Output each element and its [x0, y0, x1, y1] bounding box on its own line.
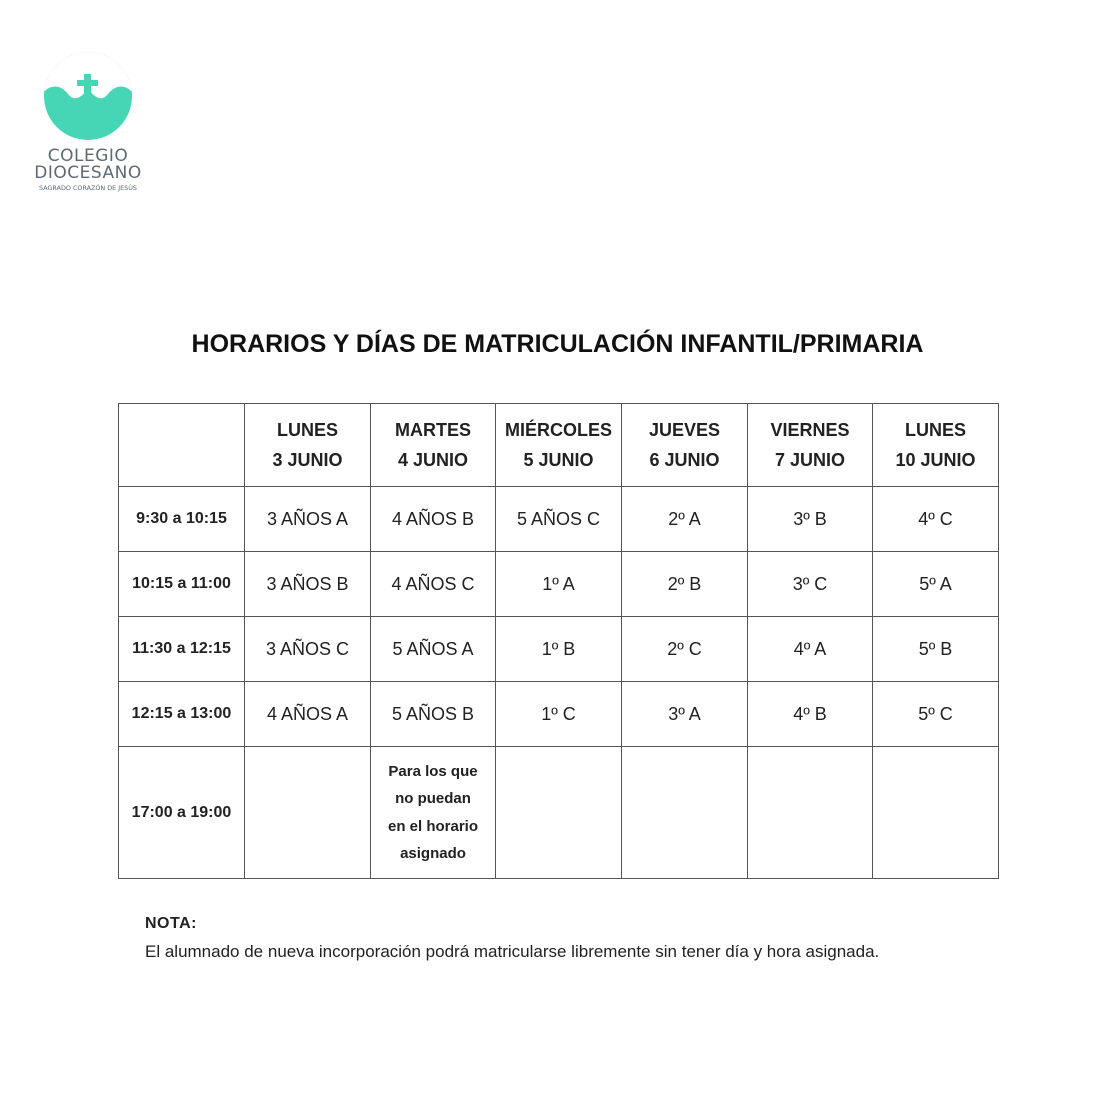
empty-cell [245, 747, 371, 879]
header-day: VIERNES [770, 420, 850, 440]
group-cell: 5º B [873, 617, 999, 682]
group-cell: 5º C [873, 682, 999, 747]
header-date: 4 JUNIO [397, 450, 469, 470]
cross-wave-logo-icon [42, 50, 134, 142]
time-slot-cell: 12:15 a 13:00 [119, 682, 245, 747]
header-date: 5 JUNIO [523, 450, 594, 470]
group-cell: 5 AÑOS B [371, 682, 496, 747]
time-slot-cell: 10:15 a 11:00 [119, 552, 245, 617]
time-slot-cell: 9:30 a 10:15 [119, 487, 245, 552]
group-cell: 2º A [622, 487, 748, 552]
group-cell: 4 AÑOS C [371, 552, 496, 617]
group-cell: 2º C [622, 617, 748, 682]
schedule-table [118, 403, 999, 879]
group-cell: 5º A [873, 552, 999, 617]
logo-line-diocesano: DIOCESANO [34, 163, 142, 183]
note-line: Para los que [388, 762, 478, 780]
school-logo [28, 50, 148, 192]
group-cell: 4 AÑOS B [371, 487, 496, 552]
group-cell: 3 AÑOS C [245, 617, 371, 682]
header-day: LUNES [276, 420, 338, 440]
empty-cell [748, 747, 873, 879]
header-day-cell [496, 404, 622, 487]
group-cell: 3º C [748, 552, 873, 617]
header-day-cell [245, 404, 371, 487]
nota-text: El alumnado de nueva incorporación podrá matricularse libremente sin tener día y hora asignada. [145, 942, 880, 961]
group-cell: 3º B [748, 487, 873, 552]
time-slot-cell: 11:30 a 12:15 [119, 617, 245, 682]
header-day: MARTES [395, 420, 471, 440]
group-cell: 1º C [496, 682, 622, 747]
header-day: JUEVES [648, 420, 721, 440]
table-row [119, 552, 999, 617]
header-row [119, 404, 999, 487]
nota-heading: NOTA: [145, 915, 197, 932]
header-corner-cell [119, 404, 245, 487]
header-day-cell [873, 404, 999, 487]
logo-line-colegio: COLEGIO [47, 146, 129, 166]
header-date: 10 JUNIO [895, 450, 976, 470]
group-cell: 1º A [496, 552, 622, 617]
group-cell: 3 AÑOS A [245, 487, 371, 552]
group-cell: 4º A [748, 617, 873, 682]
empty-cell [622, 747, 748, 879]
empty-cell [873, 747, 999, 879]
table-row [119, 747, 999, 879]
table-row [119, 617, 999, 682]
note-line: en el horario [387, 817, 479, 835]
header-day-cell [371, 404, 496, 487]
page-title: HORARIOS Y DÍAS DE MATRICULACIÓN INFANTIL/PRIMARIA [191, 330, 924, 358]
table-row [119, 487, 999, 552]
nota-section [145, 915, 969, 966]
table-row [119, 682, 999, 747]
group-cell: 2º B [622, 552, 748, 617]
header-date: 7 JUNIO [774, 450, 846, 470]
note-line: asignado [400, 845, 466, 862]
header-day-cell [622, 404, 748, 487]
group-cell: 5 AÑOS A [371, 617, 496, 682]
header-date: 6 JUNIO [649, 450, 720, 470]
group-cell: 4º C [873, 487, 999, 552]
group-cell: 4 AÑOS A [245, 682, 371, 747]
note-cell [371, 747, 496, 879]
group-cell: 3 AÑOS B [245, 552, 371, 617]
header-date: 3 JUNIO [272, 450, 343, 470]
header-day: MIÉRCOLES [504, 420, 612, 440]
logo-line-sagrado: SAGRADO CORAZÓN DE JESÚS [39, 184, 137, 192]
note-line: no puedan [395, 790, 471, 807]
group-cell: 5 AÑOS C [496, 487, 622, 552]
group-cell: 1º B [496, 617, 622, 682]
header-day: LUNES [904, 420, 966, 440]
group-cell: 3º A [622, 682, 748, 747]
time-slot-cell: 17:00 a 19:00 [119, 747, 245, 879]
empty-cell [496, 747, 622, 879]
group-cell: 4º B [748, 682, 873, 747]
header-day-cell [748, 404, 873, 487]
